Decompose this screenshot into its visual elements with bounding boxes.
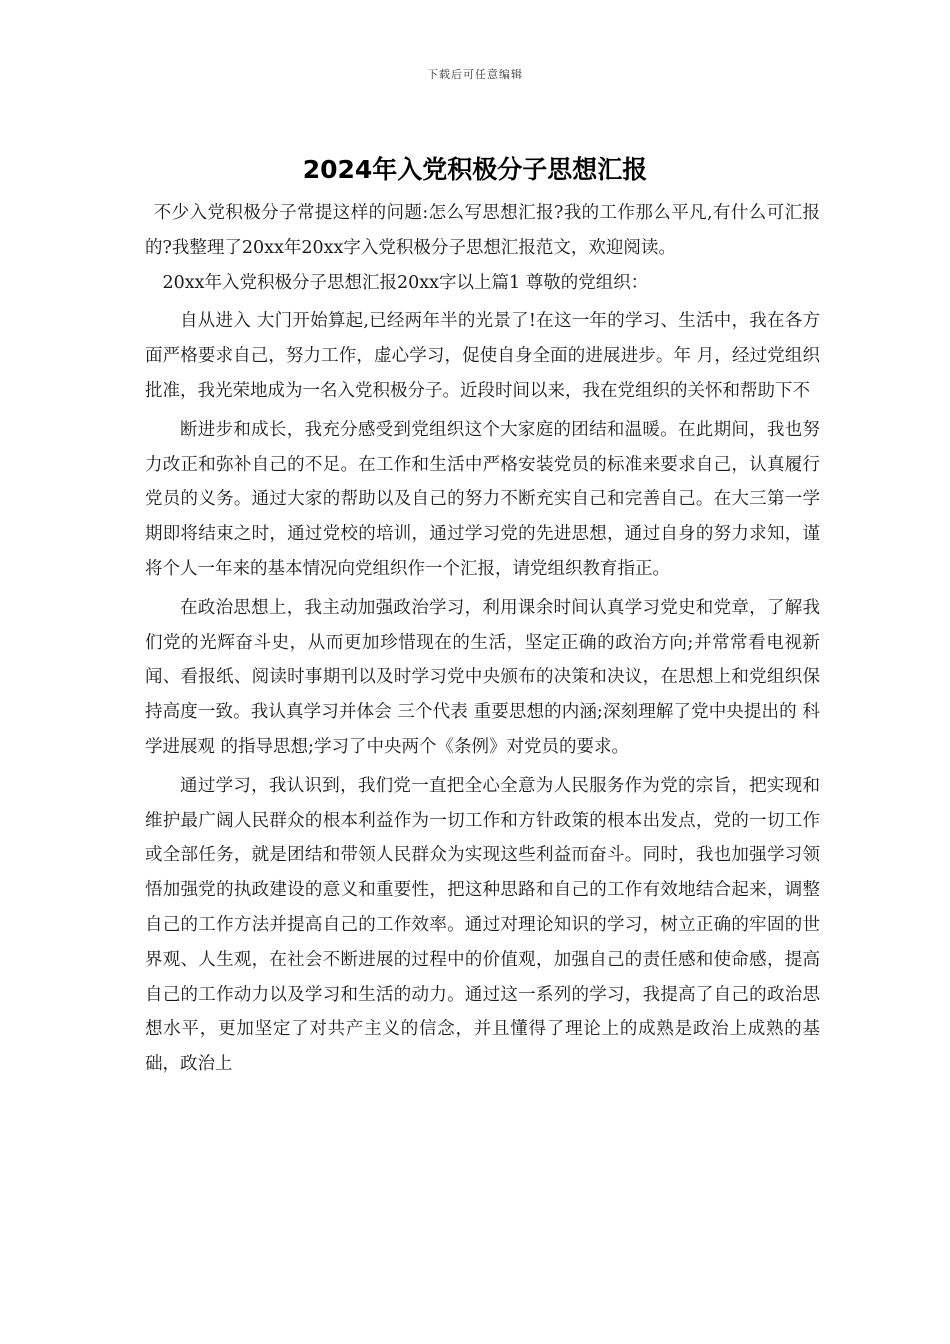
intro-paragraph: 不少入党积极分子常提这样的问题:怎么写思想汇报?我的工作那么平凡,有什么可汇报的?我整理了20xx年20xx字入党积极分子思想汇报范文，欢迎阅读。 <box>145 203 820 258</box>
body-paragraph: 自从进入 大门开始算起,已经两年半的光景了!在这一年的学习、生活中，我在各方面严格要求自己，努力工作，虚心学习，促使自身全面的进展进步。年 月，经过党组织批准，我光荣地成为一名入党积极分子。近段时间以来，我在党组织的关怀和帮助下不 <box>145 311 820 401</box>
body-paragraph: 在政治思想上，我主动加强政治学习，利用课余时间认真学习党史和党章，了解我们党的光辉奋斗史，从而更加珍惜现在的生活，坚定正确的政治方向;并常常看电视新闻、看报纸、阅读时事期刊以及时学习党中央颁布的决策和决议，在思想上和党组织保持高度一致。我认真学习并体会 三个代表 重要思想的内涵;深刻理解了党中央提出的 科学进展观 的指导思想;学习了中央两个《条例》对党员的要求。 <box>145 597 820 757</box>
section-heading: 20xx年入党积极分子思想汇报20xx字以上篇1 尊敬的党组织： <box>162 272 649 293</box>
document-body <box>145 196 820 1082</box>
header-note: 下载后可任意编辑 <box>427 68 523 81</box>
body-paragraph: 通过学习，我认识到，我们党一直把全心全意为人民服务作为党的宗旨，把实现和维护最广阔人民群众的根本利益作为一切工作和方针政策的根本出发点，党的一切工作或全部任务，就是团结和带领人民群众为实现这些利益而奋斗。同时，我也加强学习领悟加强党的执政建设的意义和重要性，把这种思路和自己的工作有效地结合起来，调整自己的工作方法并提高自己的工作效率。通过对理论知识的学习，树立正确的牢固的世界观、人生观，在社会不断进展的过程中的价值观，加强自己的责任感和使命感，提高自己的工作动力以及学习和生活的动力。通过这一系列的学习，我提高了自己的政治思想水平，更加坚定了对共产主义的信念，并且懂得了理论上的成熟是政治上成熟的基础，政治上 <box>145 775 820 1075</box>
body-paragraph: 断进步和成长，我充分感受到党组织这个大家庭的团结和温暖。在此期间，我也努力改正和弥补自己的不足。在工作和生活中严格安装党员的标准来要求自己，认真履行党员的义务。通过大家的帮助以及自己的努力不断充实自己和完善自己。在大三第一学期即将结束之时，通过党校的培训，通过学习党的先进思想，通过自身的努力求知，谨将个人一年来的基本情况向党组织作一个汇报，请党组织教育指正。 <box>145 419 820 579</box>
document-title: 2024年入党积极分子思想汇报 <box>302 155 648 184</box>
